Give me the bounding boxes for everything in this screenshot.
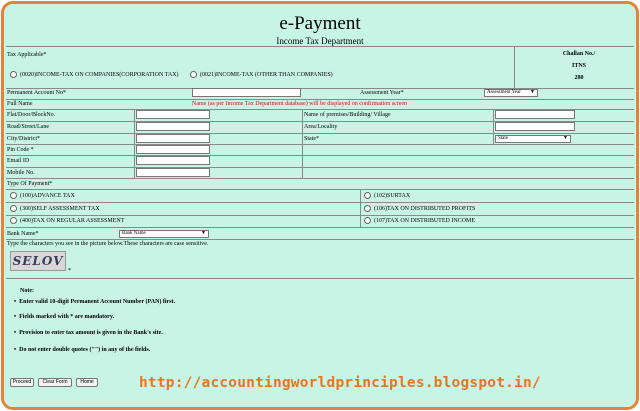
captcha-required-mark: *	[68, 268, 71, 274]
area-input[interactable]	[495, 122, 575, 131]
full-name-label: Full Name	[7, 101, 33, 107]
challan-label: Challan No./	[562, 51, 596, 57]
bank-name-select[interactable]	[119, 230, 209, 238]
divider	[6, 178, 634, 179]
divider	[6, 133, 634, 134]
divider	[6, 239, 634, 240]
mobile-label: Mobile No.	[7, 170, 35, 176]
home-button[interactable]: Home	[76, 378, 98, 387]
premises-label: Name of premises/Building/ Village	[304, 112, 391, 118]
payment-102-radio[interactable]	[364, 192, 371, 199]
clear-form-button[interactable]: Clear Form	[38, 378, 72, 387]
divider	[6, 167, 634, 168]
note-text: Enter valid 10-digit Permanent Account Number (PAN) first.	[19, 299, 176, 305]
road-label: Road/Street/Lane	[7, 124, 49, 130]
page-subtitle: Income Tax Department	[276, 36, 364, 46]
divider	[302, 109, 303, 178]
payment-107-radio[interactable]	[364, 217, 371, 224]
payment-300-radio[interactable]	[10, 205, 17, 212]
payment-102-label: (102)SURTAX	[374, 193, 411, 199]
road-input[interactable]	[136, 122, 210, 131]
assessment-year-value: Assessment Year	[487, 90, 521, 95]
divider	[6, 144, 634, 145]
full-name-note: Name (as per Income Tax Department database) will be displayed on confirmation screen	[192, 101, 408, 107]
divider	[6, 202, 634, 203]
state-select[interactable]	[495, 135, 571, 143]
divider	[6, 189, 634, 190]
pan-label: Permanent Account No*	[7, 90, 66, 96]
divider	[360, 189, 361, 227]
payment-300-label: (300)SELF ASSESSMENT TAX	[20, 206, 100, 212]
state-value: State	[498, 136, 508, 141]
divider	[6, 278, 634, 279]
divider	[6, 227, 634, 228]
divider	[493, 109, 494, 144]
page-title: e-Payment	[279, 13, 361, 34]
payment-107-label: (107)TAX ON DISTRIBUTED INCOME	[374, 218, 476, 224]
pin-input[interactable]	[136, 145, 210, 154]
city-input[interactable]	[136, 134, 210, 143]
list-item: • Do not enter double quotes ("") in any of the fields.	[14, 347, 151, 353]
proceed-button[interactable]: Proceed	[10, 378, 34, 387]
mobile-input[interactable]	[136, 168, 210, 177]
note-text: Fields marked with * are mandatory.	[19, 314, 114, 320]
payment-100-radio[interactable]	[10, 192, 17, 199]
tax-0021-radio[interactable]	[190, 71, 197, 78]
state-label: State*	[304, 136, 319, 142]
payment-400-label: (400)TAX ON REGULAR ASSESSMENT	[20, 218, 125, 224]
email-label: Email ID	[7, 158, 30, 164]
divider	[6, 88, 634, 89]
bank-name-label: Bank Name*	[7, 231, 39, 237]
list-item: • Provision to enter tax amount is given in the Bank's site.	[14, 330, 163, 336]
area-label: Area/Locality	[304, 124, 338, 130]
challan-number: 280	[574, 75, 584, 81]
chevron-down-icon: ▼	[530, 90, 535, 95]
list-item: • Enter valid 10-digit Permanent Account Number (PAN) first.	[14, 299, 176, 305]
payment-106-radio[interactable]	[364, 205, 371, 212]
chevron-down-icon: ▼	[563, 136, 568, 141]
email-input[interactable]	[136, 156, 210, 165]
tax-0020-radio[interactable]	[10, 71, 17, 78]
tax-0020-label: (0020)INCOME-TAX ON COMPANIES(CORPORATION TAX)	[20, 72, 179, 78]
blog-url-watermark: http://accountingworldprinciples.blogspot.in/	[139, 375, 541, 391]
note-text: Do not enter double quotes ("") in any of the fields.	[19, 347, 151, 353]
assessment-year-label: Assessment Year*	[360, 90, 404, 96]
captcha-image: SELOV	[10, 251, 66, 271]
payment-100-label: (100)ADVANCE TAX	[20, 193, 75, 199]
divider	[6, 46, 634, 47]
assessment-year-select[interactable]	[484, 89, 538, 97]
challan-itns: ITNS	[571, 63, 586, 69]
divider	[514, 46, 515, 88]
tax-0021-label: (0021)INCOME-TAX (OTHER THAN COMPANIES)	[200, 72, 333, 78]
payment-106-label: (106)TAX ON DISTRIBUTED PROFITS	[374, 206, 476, 212]
tax-applicable-label: Tax Applicable*	[7, 52, 47, 58]
flat-input[interactable]	[136, 110, 210, 119]
flat-label: Flat/Door/BlockNo.	[7, 112, 56, 118]
captcha-instruction: Type the characters you see in the picture below.These characters are case sensitive.	[7, 241, 209, 247]
divider	[6, 99, 634, 100]
city-label: City/District*	[7, 136, 40, 142]
bank-name-value: Bank Name	[122, 231, 146, 236]
note-text: Provision to enter tax amount is given in the Bank's site.	[19, 330, 163, 336]
page-frame	[1, 1, 639, 410]
pan-input[interactable]	[192, 88, 301, 97]
divider	[134, 109, 135, 178]
list-item: • Fields marked with * are mandatory.	[14, 314, 114, 320]
payment-type-label: Type Of Payment*	[7, 181, 53, 187]
chevron-down-icon: ▼	[201, 231, 206, 236]
premises-input[interactable]	[495, 110, 575, 119]
notes-heading: Note:	[20, 288, 34, 294]
divider	[6, 215, 634, 216]
pin-label: Pin Code *	[7, 147, 34, 153]
divider	[6, 155, 634, 156]
payment-400-radio[interactable]	[10, 217, 17, 224]
